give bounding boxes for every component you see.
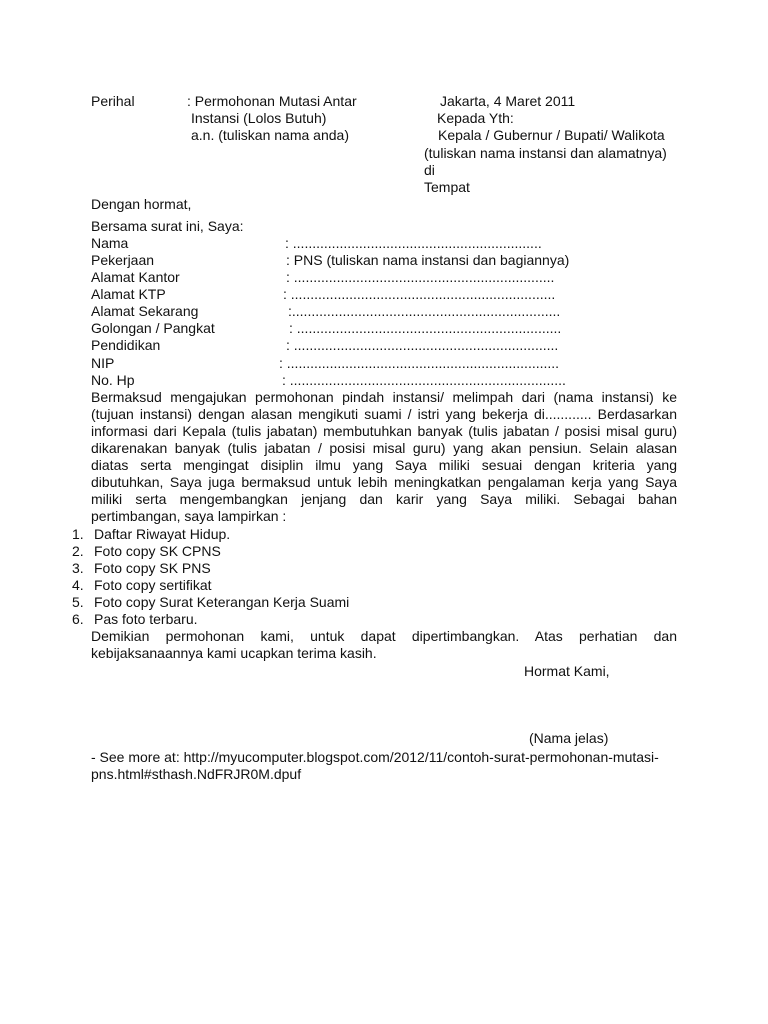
body-line: informasi dari Kepala (tulis jabatan) membutuhkan banyak (tulis jabatan / posisi misal guru): [91, 423, 677, 439]
source-link-line-2[interactable]: pns.html#sthash.NdFRJR0M.dpuf: [91, 766, 302, 782]
list-number: 2.: [72, 543, 84, 559]
body-line: Bermaksud mengajukan permohonan pindah instansi/ melimpah dari (nama instansi) ke: [91, 389, 677, 405]
salutation: Dengan hormat,: [91, 196, 192, 212]
intro-text: Bersama surat ini, Saya:: [91, 218, 244, 234]
field-label-golongan: Golongan / Pangkat: [91, 320, 215, 336]
field-value-no-hp: : .......................................................................: [282, 372, 566, 388]
list-number: 3.: [72, 560, 84, 576]
field-label-nama: Nama: [91, 235, 129, 251]
source-link-line-1[interactable]: - See more at: http://myucomputer.blogspot.com/2012/11/contoh-surat-permohonan-mutasi-: [91, 749, 659, 765]
perihal-value-line-1: : Permohonan Mutasi Antar: [187, 93, 357, 109]
list-number: 4.: [72, 577, 84, 593]
recipient-line-3: (tuliskan nama instansi dan alamatnya): [424, 145, 667, 161]
field-value-alamat-sekarang: :.....................................................................: [288, 303, 561, 319]
field-value-pendidikan: : ....................................................................: [286, 337, 559, 353]
perihal-label: Perihal: [91, 93, 135, 109]
recipient-line-2: Kepala / Gubernur / Bupati/ Walikota: [438, 127, 665, 143]
list-item: Foto copy SK CPNS: [94, 543, 221, 559]
list-number: 1.: [72, 526, 84, 542]
body-line: dibutuhkan, Saya juga bermaksud untuk lebih meningkatkan pengalaman kerja yang Saya: [91, 474, 677, 490]
closing-line: Demikian permohonan kami, untuk dapat dipertimbangkan. Atas perhatian dan: [91, 628, 677, 644]
field-value-nip: : ......................................................................: [279, 355, 560, 371]
closing-line: kebijaksanaannya kami ucapkan terima kasih.: [91, 645, 377, 661]
field-label-nip: NIP: [91, 355, 115, 371]
perihal-value-line-2: Instansi (Lolos Butuh): [191, 110, 327, 126]
list-item: Foto copy Surat Keterangan Kerja Suami: [94, 594, 350, 610]
field-value-nama: : ................................................................: [285, 235, 542, 251]
list-item: Pas foto terbaru.: [94, 611, 198, 627]
field-label-pekerjaan: Pekerjaan: [91, 252, 155, 268]
list-number: 6.: [72, 611, 84, 627]
letter-date: Jakarta, 4 Maret 2011: [440, 93, 576, 109]
field-label-no-hp: No. Hp: [91, 372, 135, 388]
body-line: dikarenakan banyak (tulis jabatan / posisi misal guru) yang akan pensiun. Selain alasan: [91, 440, 677, 456]
body-line: (tujuan instansi) dengan alasan mengikuti suami / istri yang bekerja di............ Berdasarkan: [91, 406, 677, 422]
body-line: diatas serta mengingat disiplin ilmu yang Saya miliki sesuai dengan kriteria yang: [91, 457, 677, 473]
field-value-alamat-kantor: : ...................................................................: [286, 269, 555, 285]
recipient-line-1: Kepada Yth:: [437, 110, 514, 126]
recipient-line-4: di: [424, 162, 435, 178]
list-item: Foto copy sertifikat: [94, 577, 212, 593]
list-item: Daftar Riwayat Hidup.: [94, 526, 231, 542]
field-value-pekerjaan: : PNS (tuliskan nama instansi dan bagiannya): [286, 252, 570, 268]
regards: Hormat Kami,: [524, 663, 610, 679]
recipient-line-5: Tempat: [424, 179, 470, 195]
field-value-alamat-ktp: : ....................................................................: [283, 286, 556, 302]
field-value-golongan: : ....................................................................: [289, 320, 562, 336]
field-label-pendidikan: Pendidikan: [91, 337, 161, 353]
field-label-alamat-sekarang: Alamat Sekarang: [91, 303, 199, 319]
list-number: 5.: [72, 594, 84, 610]
body-line: miliki serta mengembangkan jenjang dan karir yang Saya miliki. Sebagai bahan: [91, 491, 677, 507]
body-line: pertimbangan, saya lampirkan :: [91, 508, 287, 524]
perihal-value-line-3: a.n. (tuliskan nama anda): [191, 127, 349, 143]
field-label-alamat-kantor: Alamat Kantor: [91, 269, 180, 285]
field-label-alamat-ktp: Alamat KTP: [91, 286, 166, 302]
list-item: Foto copy SK PNS: [94, 560, 211, 576]
signature-name: (Nama jelas): [529, 730, 609, 746]
